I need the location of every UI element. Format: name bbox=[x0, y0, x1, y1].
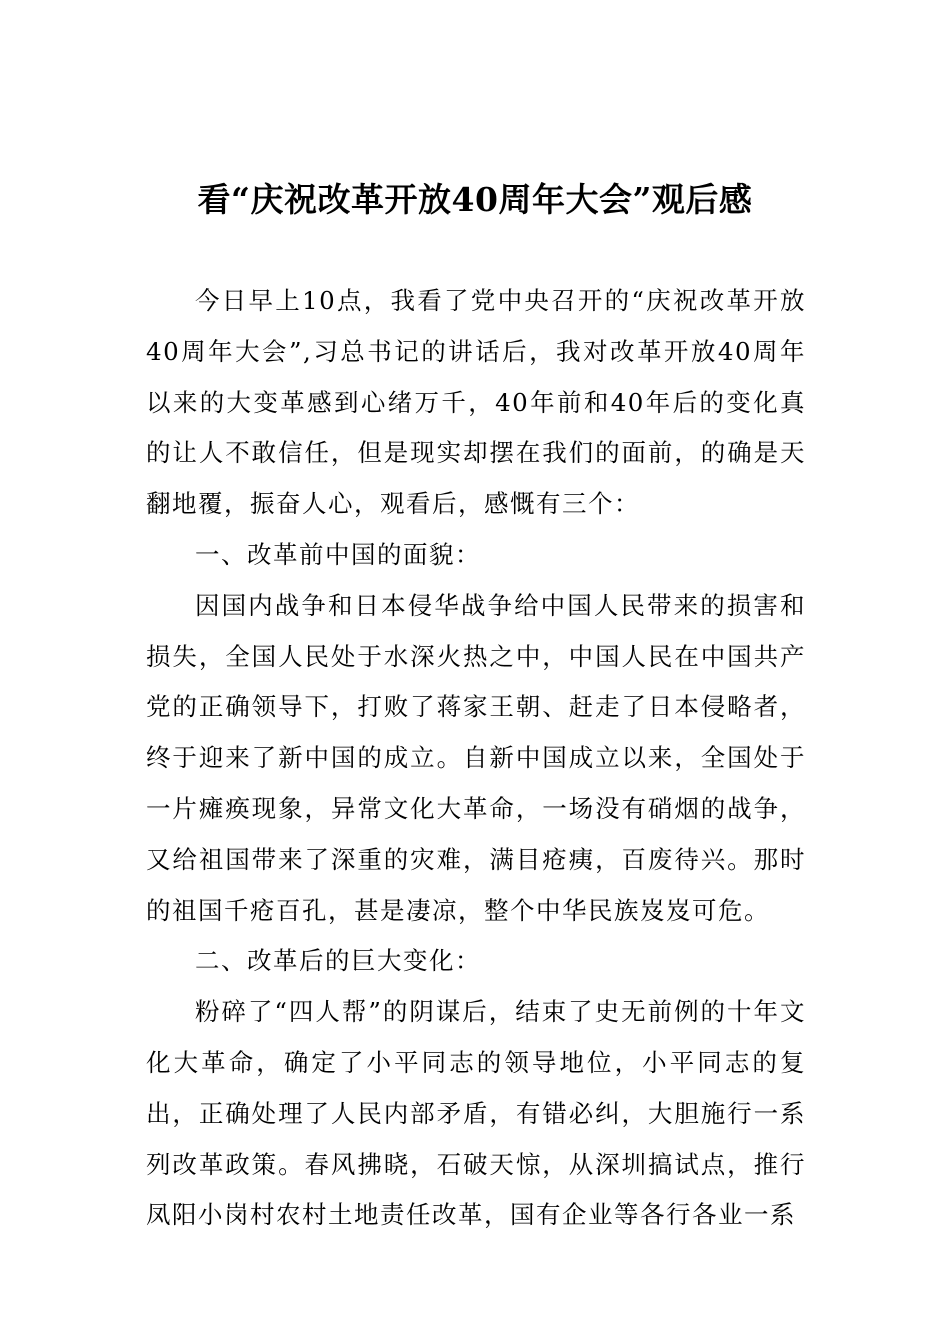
document-title: 看“庆祝改革开放40周年大会”观后感 bbox=[197, 180, 753, 219]
section-heading-before-reform: 一、改革前中国的面貌： bbox=[195, 539, 481, 569]
section-heading-after-reform: 二、改革后的巨大变化： bbox=[195, 946, 481, 976]
paragraph-before-reform: 因国内战争和日本侵华战争给中国人民带来的损害和损失，全国人民处于水深火热之中，中国人民在中国共产党的正确领导下，打败了蒋家王朝、赶走了日本侵略者，终于迎来了新中国的成立。自新中国成立以来，全国处于一片瘫痪现象，异常文化大革命，一场没有硝烟的战争，又给祖国带来了深重的灾难，满目疮痍，百废待兴。那时的祖国千疮百孔，甚是凄凉，整个中华民族岌岌可危。 bbox=[146, 590, 806, 925]
document-body bbox=[146, 276, 806, 1241]
paragraph-intro: 今日早上10点，我看了党中央召开的“庆祝改革开放40周年大会”,习总书记的讲话后，我对改革开放40周年以来的大变革感到心绪万千，40年前和40年后的变化真的让人不敢信任，但是现实却摆在我们的面前，的确是天翻地覆，振奋人心，观看后，感慨有三个： bbox=[146, 286, 806, 519]
paragraph-after-reform: 粉碎了“四人帮”的阴谋后，结束了史无前例的十年文化大革命，确定了小平同志的领导地位，小平同志的复出，正确处理了人民内部矛盾，有错必纠，大胆施行一系列改革政策。春风拂晓，石破天惊，从深圳搞试点，推行凤阳小岗村农村土地责任改革，国有企业等各行各业一系 bbox=[146, 997, 806, 1230]
